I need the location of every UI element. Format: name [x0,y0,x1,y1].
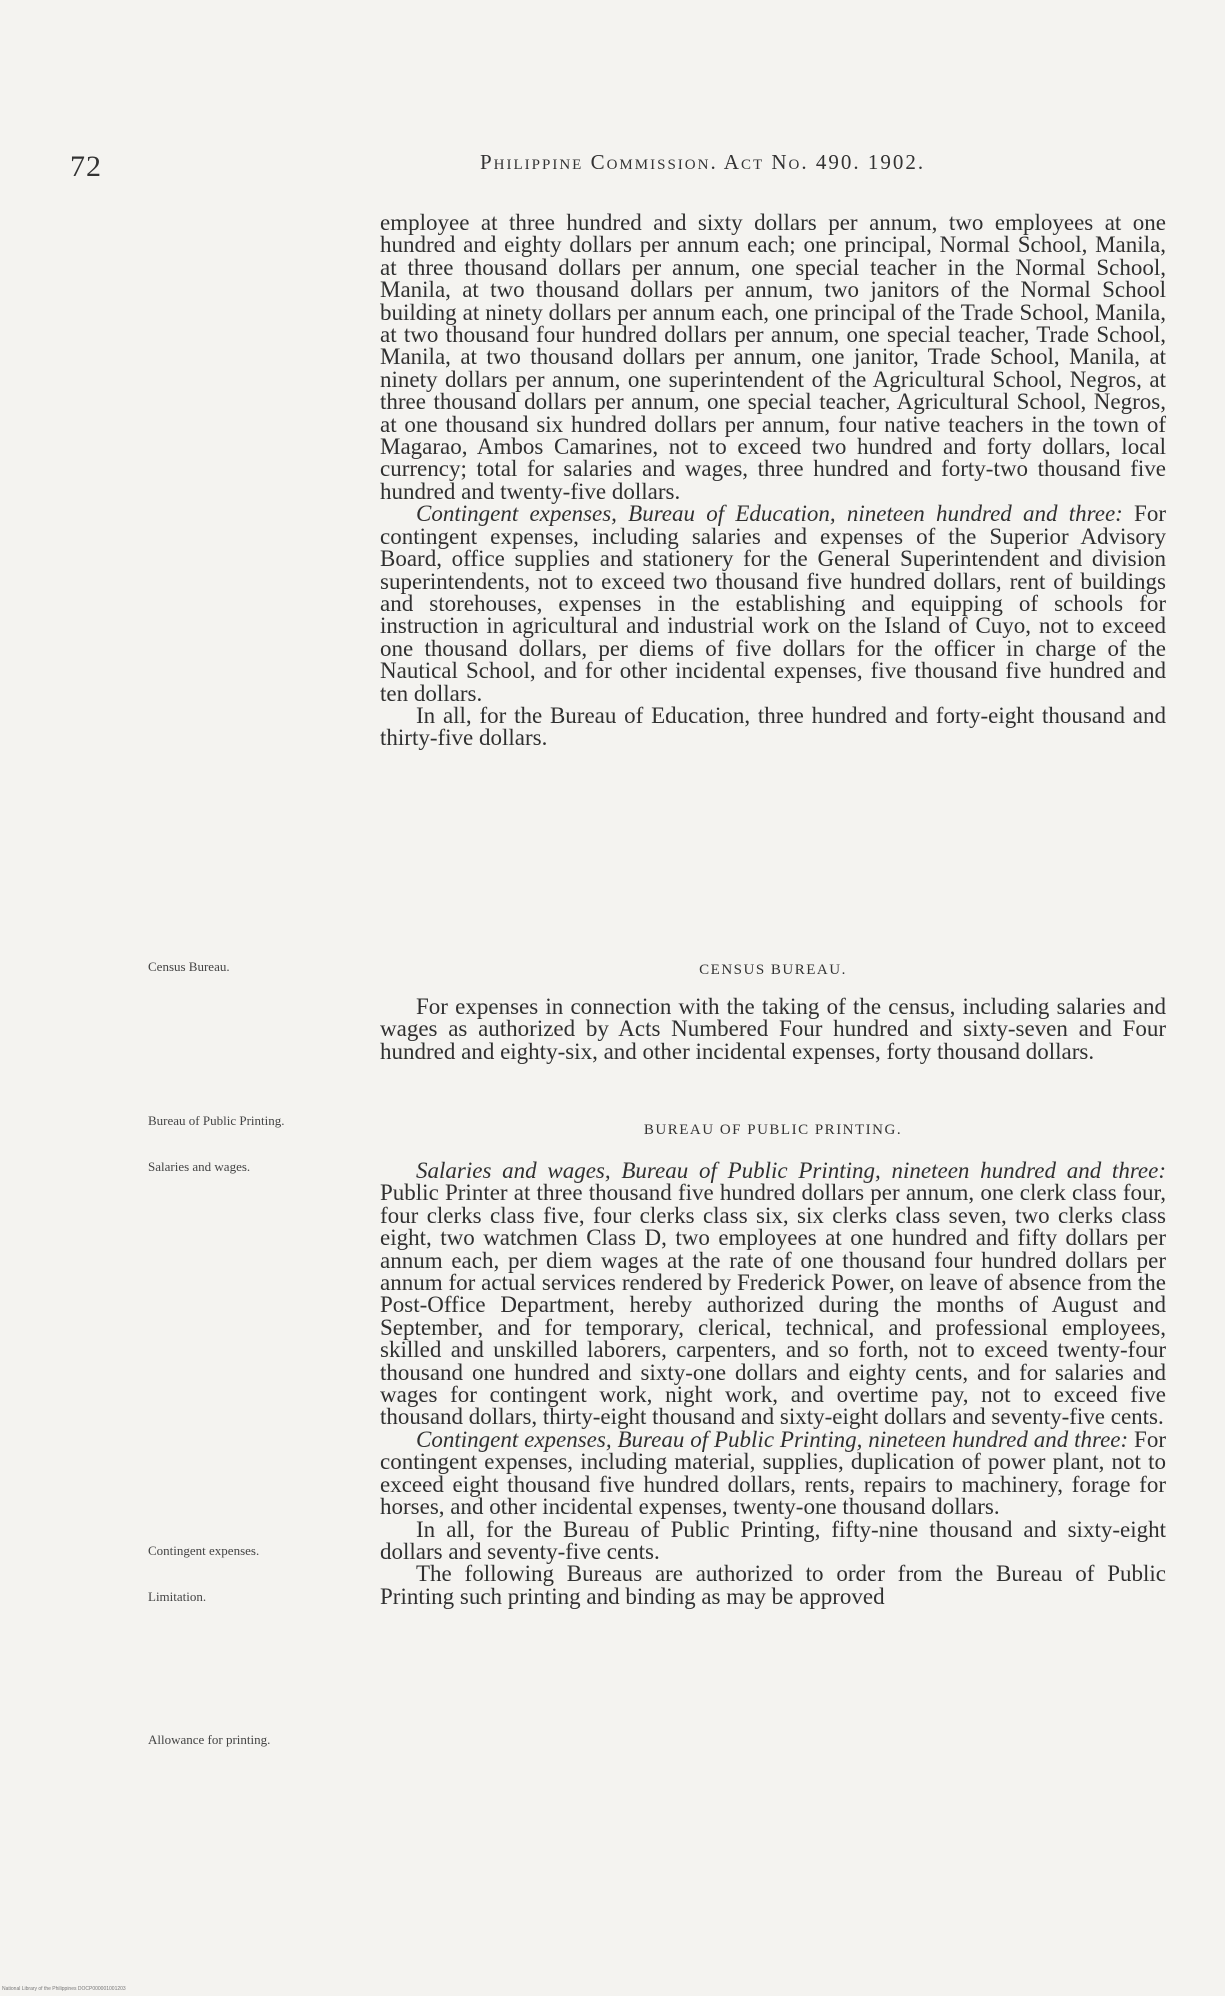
public-printing-heading: BUREAU OF PUBLIC PRINTING. [643,1122,903,1138]
margin-note-salaries: Salaries and wages. [148,1159,251,1174]
printing-contingent-paragraph [380,1426,1167,1520]
education-total-paragraph: In all, for the Bureau of Education, three hundred and forty-eight thousand and thirty-five dollars. [380,702,1166,751]
margin-note-public-printing: Bureau of Public Printing. [148,1113,285,1128]
printing-total-paragraph: In all, for the Bureau of Public Printing, fifty-nine thousand and sixty-eight dollars and seventy-five cents. [380,1516,1166,1564]
printing-contingent-heading: Contingent expenses, Bureau of Public Printing, nineteen hundred and three: [416,1426,1129,1452]
page-number: 72 [70,150,102,183]
margin-note-contingent: Contingent expenses. [148,1543,260,1558]
printing-salaries-text: Public Printer at three thousand five hundred dollars per annum, one clerk class four, four clerks class five, four clerks class six, six clerks class seven, two clerks class eight, two watchmen Class D, two employees at one hundred and fifty dollars per annum each, per diem wages at the rate of one thousand four hundred dollars per annum for actual services rendered by Frederick Power, on leave of absence from the Post-Office Department, hereby authorized during the months of August and September, and for temporary, clerical, technical, and professional employees, skilled and unskilled laborers, carpenters, and so forth, not to exceed twenty-four thousand one hundred and sixty-one dollars and eighty cents, and for salaries and wages for contingent work, night work, and overtime pay, not to exceed five thousand dollars, thirty-eight thousand and sixty-eight dollars and seventy-five cents. [380,1180,1166,1430]
education-contingent-text: For contingent expenses, including salaries and expenses of the Superior Advisory Board, office supplies and stationery for the General Superintendent and division superintendents, not to exceed two thousand five hundred dollars, rent of buildings and storehouses, expenses in the establishing and equipping of schools for instruction in agricultural and industrial work on the Island of Cuyo, not to exceed one thousand dollars, per diems of five dollars for the officer in charge of the Nautical School, and for other incidental expenses, five thousand five hundred and ten dollars. [380,501,1167,706]
margin-note-census: Census Bureau. [148,959,230,974]
education-section [380,212,1166,750]
margin-note-limitation: Limitation. [148,1589,207,1604]
printing-salaries-heading: Salaries and wages, Bureau of Public Printing, nineteen hundred and three: [416,1158,1166,1183]
education-contingent-heading: Contingent expenses, Bureau of Education, nineteen hundred and three: [416,501,1123,527]
printing-section [380,1160,1166,1608]
education-contingent-paragraph [380,503,1166,705]
census-paragraph: For expenses in connection with the taking of the census, including salaries and wages as authorized by Acts Numbered Four hundred and sixty-seven and Four hundred and eighty-six, and other incidental expenses, forty thousand dollars. [380,994,1166,1064]
printing-contingent-text: For contingent expenses, including material, supplies, duplication of power plant, not to exceed eight thousand five hundred dollars, rents, repairs to machinery, forage for horses, and other incidental expenses, twenty-one thousand dollars. [380,1426,1167,1520]
running-title: Philippine Commission. Act No. 490. 1902. [480,150,926,174]
census-heading: CENSUS BUREAU. [699,962,847,978]
education-salaries-paragraph: employee at three hundred and sixty dollars per annum, two employees at one hundred and eighty dollars per annum each; one principal, Normal School, Manila, at three thousand dollars per annum, one special teacher in the Normal School, Manila, at two thousand dollars per annum, two janitors of the Normal School building at ninety dollars per annum each, one principal of the Trade School, Manila, at two thousand four hundred dollars per annum, one special teacher, Trade School, Manila, at two thousand dollars per annum, one janitor, Trade School, Manila, at ninety dollars per annum, one superintendent of the Agricultural School, Negros, at three thousand dollars per annum, one special teacher, Agricultural School, Negros, at one thousand six hundred dollars per annum, four native teachers in the town of Magarao, Ambos Camarines, not to exceed two hundred and forty dollars, local currency; total for salaries and wages, three hundred and forty-two thousand five hundred and twenty-five dollars. [380,210,1166,504]
census-section [380,996,1166,1063]
scan-footer: National Library of the Philippines DOCP000001001203 [2,1986,126,1992]
printing-allowance-paragraph: The following Bureaus are authorized to order from the Bureau of Public Printing such printing and binding as may be approved [380,1561,1166,1609]
margin-note-allowance: Allowance for printing. [148,1732,271,1747]
printing-salaries-paragraph [380,1160,1166,1429]
